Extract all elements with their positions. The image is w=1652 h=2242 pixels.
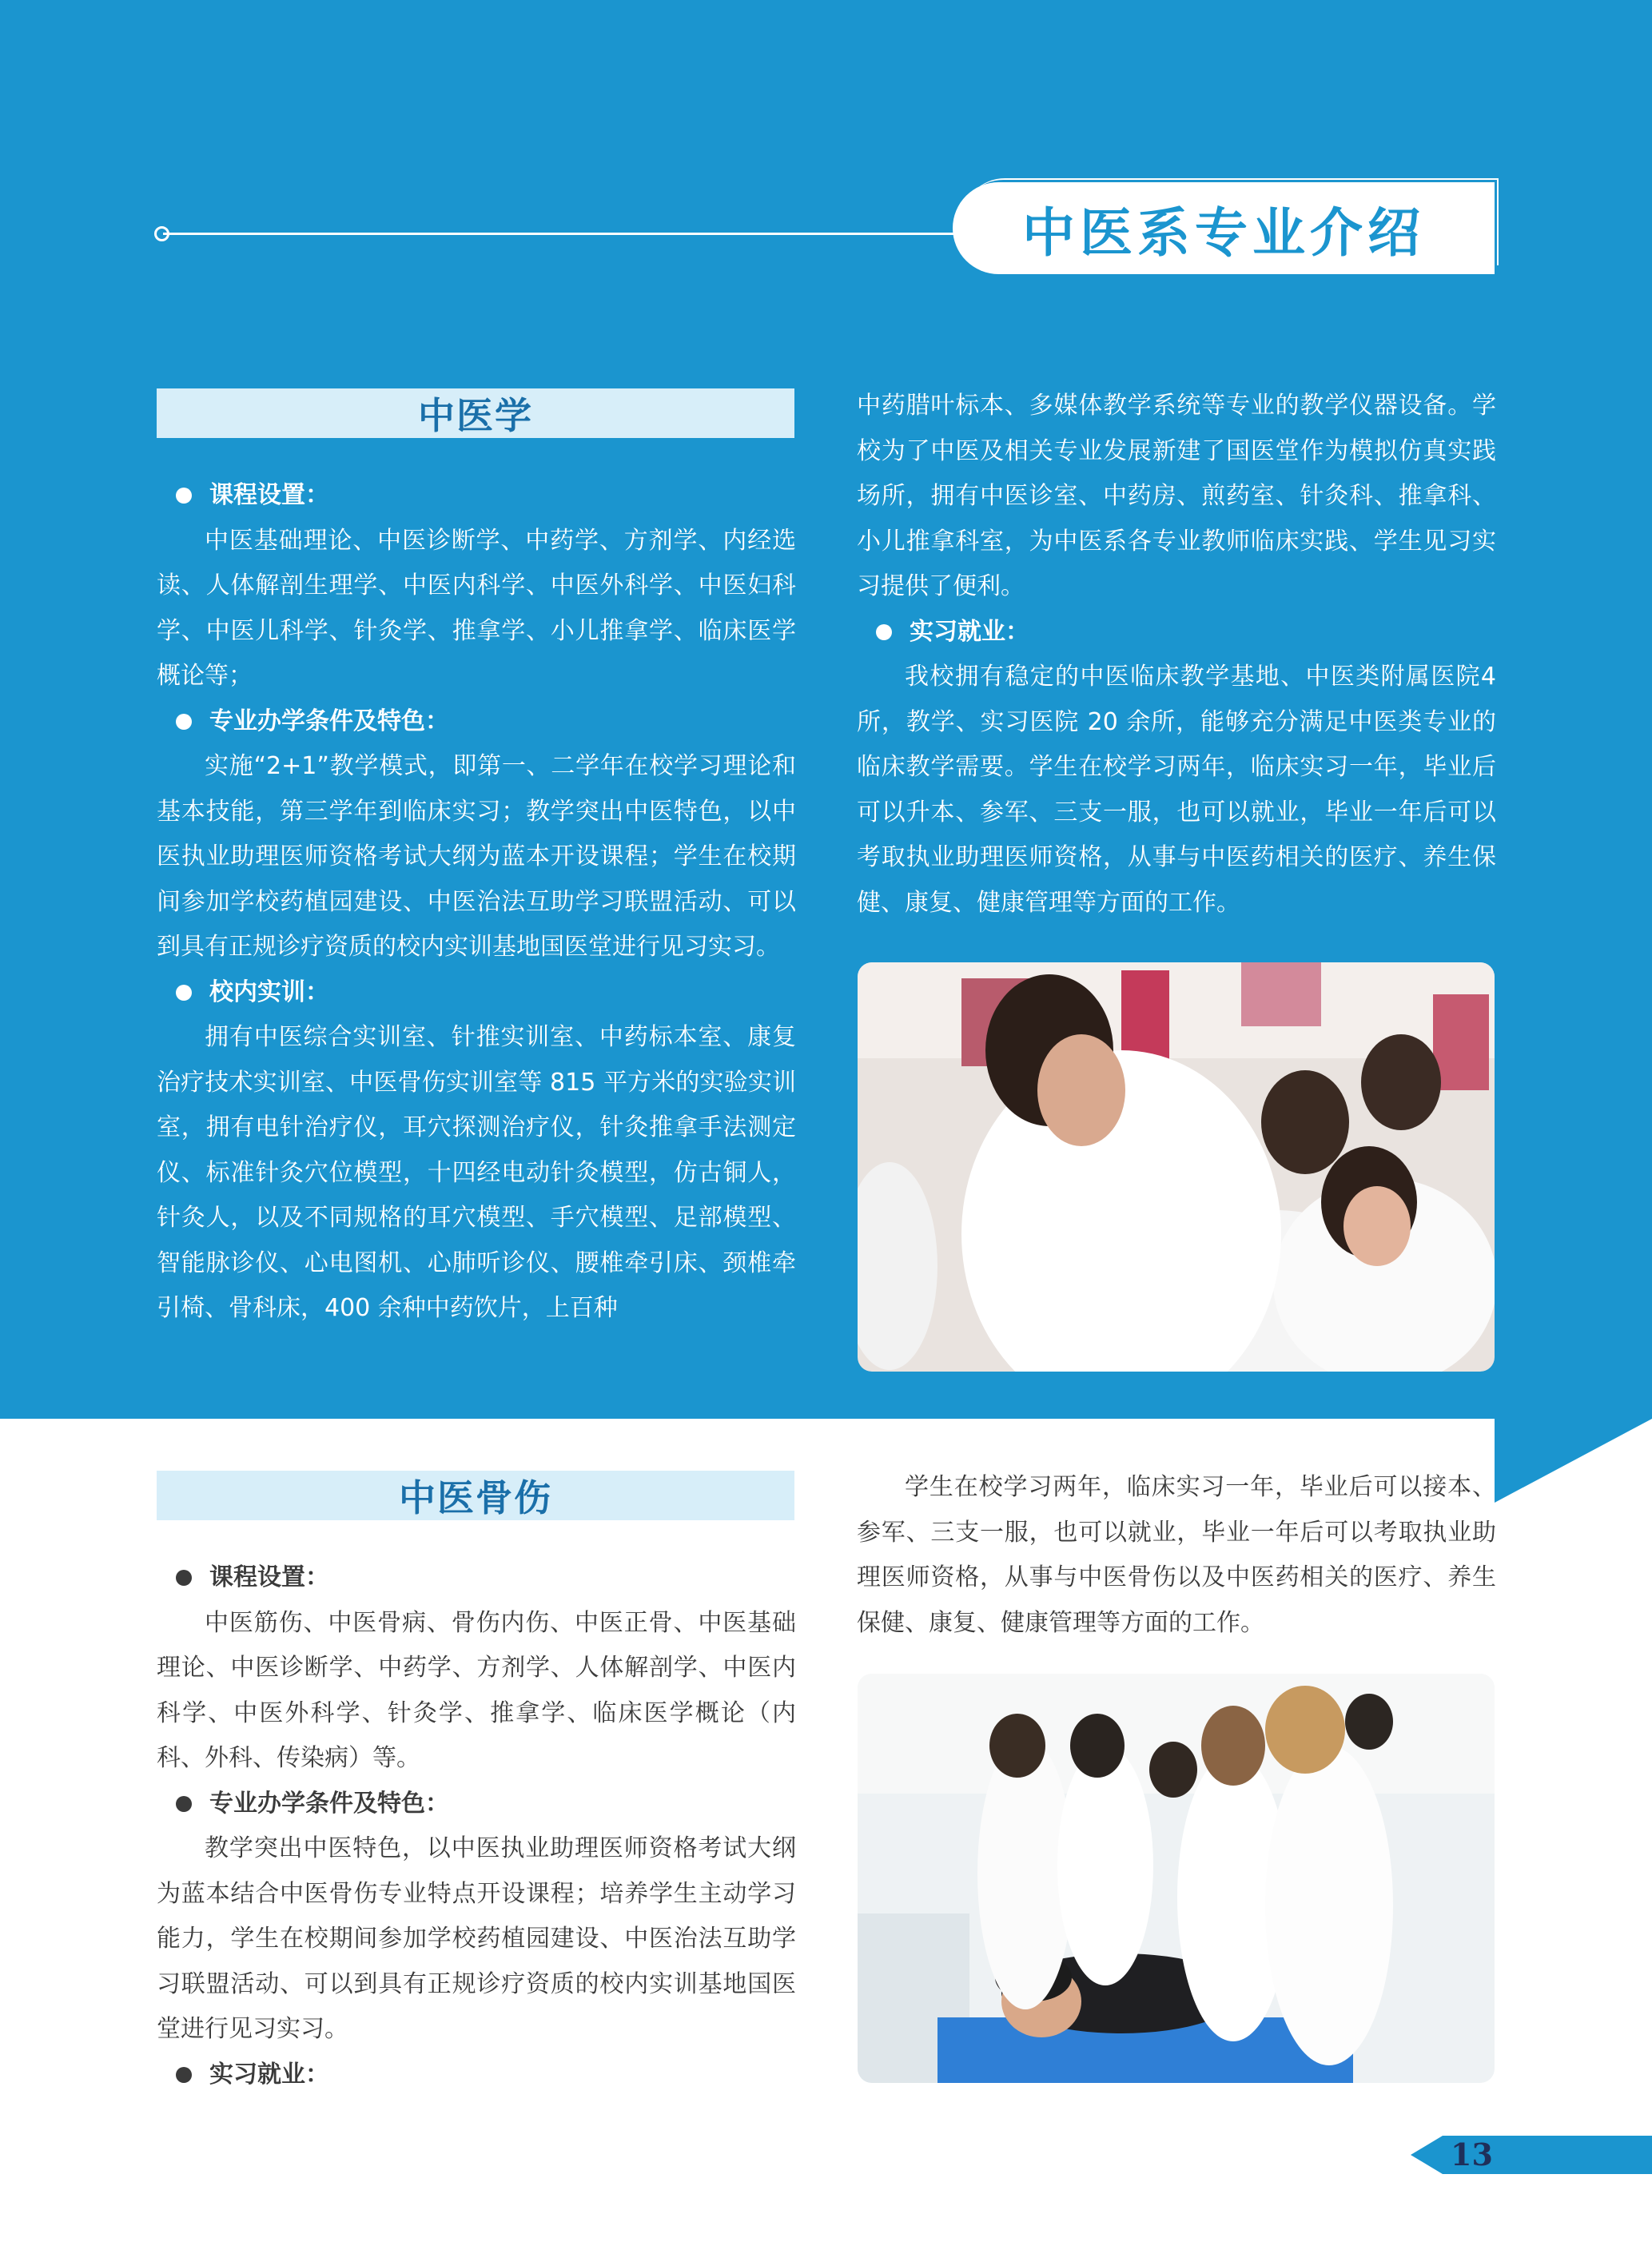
bullet-icon (176, 1796, 192, 1812)
tcm-conditions-heading: 专业办学条件及特色： (157, 699, 796, 745)
section-title-bar-tcm (157, 388, 794, 438)
orthopedics-conditions-heading: 专业办学条件及特色： (157, 1782, 796, 1827)
bullet-icon (176, 714, 192, 730)
tcm-internship-text: 我校拥有稳定的中医临床教学基地、中医类附属医院4 所，教学、实习医院 20 余所，能够充分满足中医类专业的临床教学需要。学生在校学习两年，临床实习一年，毕业后可以升本、参军、三支一服，也可以就业，毕业一年后可以考取执业助理医师资格，从事与中医药相关的医疗、养生保健、康复、健康管理等方面的工作。 (857, 663, 1496, 917)
tcm-courses-heading: 课程设置： (157, 473, 796, 519)
page-number-tab (1411, 2136, 1652, 2174)
orthopedics-right-column (857, 1465, 1496, 1646)
photo-massage-practice (858, 1674, 1495, 2083)
page-number: 13 (1451, 2136, 1493, 2172)
orthopedics-courses-text: 中医筋伤、中医骨病、骨伤内伤、中医正骨、中医基础理论、中医诊断学、中药学、方剂学、人体解剖学、中医内科学、中医外科学、针灸学、推拿学、临床医学概论（内科、外科、传染病）等。 (157, 1608, 796, 1772)
tcm-left-column (157, 473, 796, 1332)
header-line (163, 233, 956, 235)
orthopedics-internship-heading: 实习就业： (157, 2053, 796, 2098)
bullet-icon (176, 2067, 192, 2083)
bullet-icon (176, 488, 192, 504)
bullet-icon (176, 985, 192, 1001)
tcm-training-text: 拥有中医综合实训室、针推实训室、中药标本室、康复治疗技术实训室、中医骨伤实训室等 815 平方米的实验实训室，拥有电针治疗仪，耳穴探测治疗仪，针灸推拿手法测定仪、标准针灸穴位模型，十四经电动针灸模型，仿古铜人，针灸人，以及不同规格的耳穴模型、手穴模型、足部模型、智能脉诊仪、心电图机、心肺听诊仪、腰椎牵引床、颈椎牵引椅、骨科床，400 余种中药饮片，上百种 (157, 1023, 796, 1322)
orthopedics-internship-text: 学生在校学习两年，临床实习一年，毕业后可以接本、参军、三支一服，也可以就业，毕业一年后可以考取执业助理医师资格，从事与中医骨伤以及中医药相关的医疗、养生保健、康复、健康管理等方面的工作。 (857, 1473, 1496, 1637)
tcm-internship-heading: 实习就业： (857, 610, 1496, 655)
orthopedics-conditions-text: 教学突出中医特色，以中医执业助理医师资格考试大纲为蓝本结合中医骨伤专业特点开设课程；培养学生主动学习能力，学生在校期间参加学校药植园建设、中医治法互助学习联盟活动、可以到具有正规诊疗资质的校内实训基地国医堂进行见习实习。 (157, 1834, 796, 2043)
tcm-right-column (857, 384, 1496, 926)
section-title-tcm: 中医学 (418, 394, 533, 437)
section-title-bar-orthopedics (157, 1471, 794, 1520)
page-title: 中医系专业介绍 (1022, 202, 1425, 264)
bullet-icon (176, 1570, 192, 1586)
orthopedics-courses-heading: 课程设置： (157, 1555, 796, 1601)
bullet-icon (876, 624, 892, 640)
header-title-box (953, 182, 1495, 274)
section-title-orthopedics: 中医骨伤 (399, 1476, 552, 1519)
orthopedics-left-column (157, 1555, 796, 2097)
corner-decoration (1495, 1419, 1652, 1503)
tcm-conditions-text: 实施“2+1”教学模式，即第一、二学年在校学习理论和基本技能，第三学年到临床实习；教学突出中医特色，以中医执业助理医师资格考试大纲为蓝本开设课程；学生在校期间参加学校药植园建设、中医治法互助学习联盟活动、可以到具有正规诊疗资质的校内实训基地国医堂进行见习实习。 (157, 752, 796, 961)
tcm-training-heading: 校内实训： (157, 970, 796, 1016)
photo-teacher-demonstration (858, 962, 1495, 1372)
tcm-courses-text: 中医基础理论、中医诊断学、中药学、方剂学、内经选读、人体解剖生理学、中医内科学、中医外科学、中医妇科学、中医儿科学、针灸学、推拿学、小儿推拿学、临床医学概论等； (157, 526, 796, 690)
tcm-training-text-continued: 中药腊叶标本、多媒体教学系统等专业的教学仪器设备。学校为了中医及相关专业发展新建了国医堂作为模拟仿真实践场所，拥有中医诊室、中药房、煎药室、针灸科、推拿科、小儿推拿科室，为中医系各专业教师临床实践、学生见习实习提供了便利。 (857, 392, 1496, 600)
